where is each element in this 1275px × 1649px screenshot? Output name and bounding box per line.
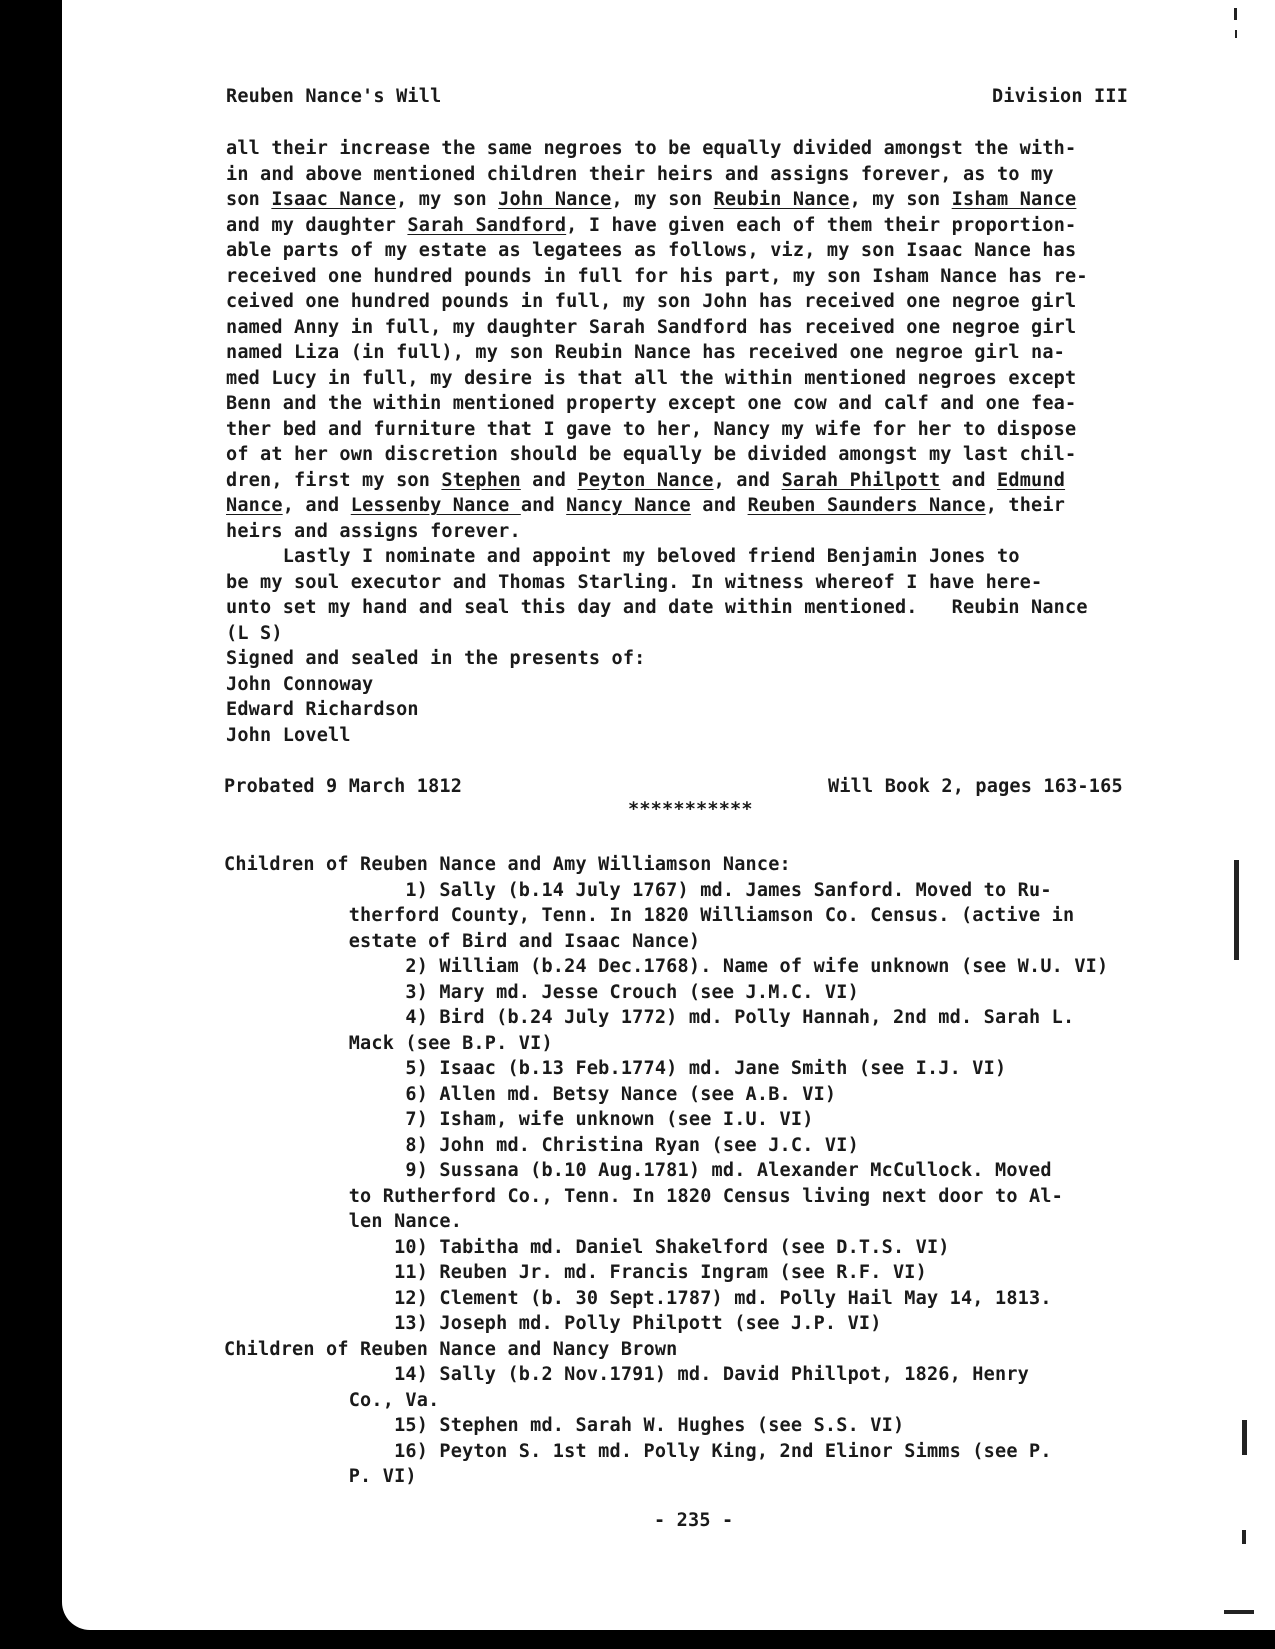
heir-name: Lessenby Nance <box>350 495 521 516</box>
will-text-segment: son <box>226 189 272 210</box>
division-label: Division III <box>992 86 1129 107</box>
list-item: 15) Stephen md. Sarah W. Hughes (see S.S. VI) <box>224 1415 905 1436</box>
heir-name: Reubin Nance <box>713 189 850 210</box>
list-item: 3) Mary md. Jesse Crouch (see J.M.C. VI) <box>224 981 859 1003</box>
list-item: estate of Bird and Isaac Nance) <box>224 930 701 952</box>
will-text-segment: , and <box>713 469 782 491</box>
list-item: 9) Sussana (b.10 Aug.1781) md. Alexander McCullock. Moved <box>224 1160 1052 1181</box>
will-text-segment: and <box>690 495 748 516</box>
scan-mark <box>1235 30 1237 38</box>
heir-name: Reuben Saunders Nance <box>747 495 986 516</box>
will-text-segment: , my son <box>849 189 952 210</box>
list-item: 13) Joseph md. Polly Philpott (see J.P. VI) <box>224 1313 882 1334</box>
children-heading: Children of Reuben Nance and Nancy Brown <box>224 1338 678 1360</box>
will-text-segment: , my son <box>611 189 714 210</box>
list-item: 16) Peyton S. 1st md. Polly King, 2nd Elinor Simms (see P. <box>224 1440 1052 1462</box>
list-item: 11) Reuben Jr. md. Francis Ingram (see R.F. VI) <box>224 1262 927 1283</box>
will-text-segment: and <box>940 469 998 491</box>
will-line: named Anny in full, my daughter Sarah Sandford has received one negroe girl <box>226 316 1077 338</box>
witness-name: John Lovell <box>226 724 351 746</box>
will-line: received one hundred pounds in full for his part, my son Isham Nance has re- <box>226 265 1088 287</box>
heir-name: Nance <box>226 495 283 516</box>
will-text-segment: dren, first my son <box>226 469 442 491</box>
list-item: Mack (see B.P. VI) <box>224 1032 553 1054</box>
heir-name: Isaac Nance <box>271 189 397 210</box>
will-line: ther bed and furniture that I gave to her, Nancy my wife for her to dispose <box>226 418 1077 440</box>
heir-name: Nancy Nance <box>566 495 691 516</box>
section-separator: *********** <box>628 799 753 820</box>
will-line: heirs and assigns forever. <box>226 520 521 542</box>
witness-name: Edward Richardson <box>226 699 419 720</box>
list-item: len Nance. <box>224 1211 463 1232</box>
children-heading: Children of Reuben Nance and Amy Williamson Nance: <box>224 854 791 875</box>
heir-name: John Nance <box>498 189 612 210</box>
scan-mark <box>1234 8 1237 20</box>
will-line: Signed and sealed in the presents of: <box>226 648 646 669</box>
list-item: Co., Va. <box>224 1389 440 1411</box>
heir-name: Sarah Sandford <box>407 214 567 236</box>
heir-name: Peyton Nance <box>577 469 714 491</box>
will-text-segment: , their <box>985 495 1066 516</box>
list-item: 4) Bird (b.24 July 1772) md. Polly Hannah, 2nd md. Sarah L. <box>224 1007 1075 1028</box>
probate-date: Probated 9 March 1812 <box>224 776 463 797</box>
list-item: 10) Tabitha md. Daniel Shakelford (see D.T.S. VI) <box>224 1236 950 1258</box>
will-line: in and above mentioned children their heirs and assigns forever, as to my <box>226 163 1054 185</box>
list-item: to Rutherford Co., Tenn. In 1820 Census living next door to Al- <box>224 1185 1064 1207</box>
will-line: of at her own discretion should be equally be divided amongst my last chil- <box>226 444 1077 465</box>
will-line: med Lucy in full, my desire is that all the within mentioned negroes except <box>226 367 1077 389</box>
list-item: 7) Isham, wife unknown (see I.U. VI) <box>224 1109 814 1130</box>
list-item: P. VI) <box>224 1466 417 1487</box>
will-line: be my soul executor and Thomas Starling. In witness whereof I have here- <box>226 571 1043 593</box>
will-line: all their increase the same negroes to be equally divided amongst the with- <box>226 138 1077 159</box>
heir-name: Stephen <box>441 469 521 491</box>
list-item: 6) Allen md. Betsy Nance (see A.B. VI) <box>224 1083 837 1105</box>
list-item: 14) Sally (b.2 Nov.1791) md. David Phillpot, 1826, Henry <box>224 1364 1029 1385</box>
list-item: 5) Isaac (b.13 Feb.1774) md. Jane Smith (see I.J. VI) <box>224 1058 1007 1079</box>
will-text <box>226 136 1088 748</box>
page-number: - 235 - <box>654 1510 734 1531</box>
will-line: named Liza (in full), my son Reubin Nance has received one negroe girl na- <box>226 342 1066 363</box>
list-item: 8) John md. Christina Ryan (see J.C. VI) <box>224 1134 859 1156</box>
will-line: Benn and the within mentioned property except one cow and calf and one fea- <box>226 393 1077 414</box>
will-line: (L S) <box>226 622 283 644</box>
document-page <box>62 0 1275 1630</box>
list-item: 2) William (b.24 Dec.1768). Name of wife unknown (see W.U. VI) <box>224 956 1109 977</box>
will-text-segment: and <box>520 469 578 491</box>
list-item: therford County, Tenn. In 1820 Williamson Co. Census. (active in <box>224 905 1075 926</box>
scan-mark <box>1224 1610 1254 1614</box>
witness-name: John Connoway <box>226 673 374 695</box>
list-item: 1) Sally (b.14 July 1767) md. James Sanford. Moved to Ru- <box>224 879 1052 901</box>
will-book-reference: Will Book 2, pages 163-165 <box>828 776 1123 797</box>
will-line: ceived one hundred pounds in full, my son John has received one negroe girl <box>226 291 1077 312</box>
will-line: unto set my hand and seal this day and date within mentioned. Reubin Nance <box>226 597 1088 618</box>
will-line: able parts of my estate as legatees as follows, viz, my son Isaac Nance has <box>226 240 1077 261</box>
heir-name: Sarah Philpott <box>781 469 941 491</box>
scan-mark <box>1242 1420 1247 1455</box>
will-text-segment: and <box>520 495 567 516</box>
will-text-segment: , and <box>282 495 351 516</box>
will-line: Lastly I nominate and appoint my beloved friend Benjamin Jones to <box>226 546 1020 567</box>
will-text-segment: and my daughter <box>226 214 408 236</box>
heir-name: Isham Nance <box>951 189 1077 210</box>
will-text-segment: , I have given each of them their proportion- <box>566 214 1077 236</box>
heir-name: Edmund <box>997 469 1066 491</box>
will-text-segment: , my son <box>396 189 499 210</box>
page-title: Reuben Nance's Will <box>226 86 442 107</box>
children-list <box>224 852 1108 1490</box>
list-item: 12) Clement (b. 30 Sept.1787) md. Polly Hail May 14, 1813. <box>224 1287 1052 1309</box>
scan-mark <box>1242 1530 1246 1544</box>
scan-mark <box>1234 860 1239 960</box>
